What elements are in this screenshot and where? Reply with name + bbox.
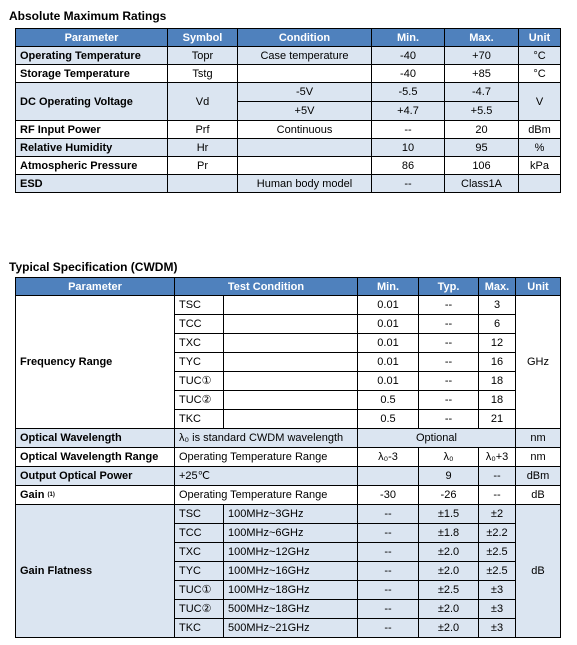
model-cell: TUC① — [175, 581, 224, 600]
max-cell: 21 — [479, 410, 516, 429]
header-unit: Unit — [516, 278, 561, 296]
table-row — [16, 505, 561, 524]
param-cell: Output Optical Power — [16, 467, 175, 486]
param-cell: ESD — [16, 175, 168, 193]
param-cell: Atmospheric Pressure — [16, 157, 168, 175]
symbol-cell: Topr — [168, 47, 238, 65]
header-row — [16, 29, 561, 47]
unit-cell: GHz — [516, 296, 561, 429]
min-cell: +4.7 — [372, 102, 445, 121]
condition-cell — [224, 296, 358, 315]
min-cell: 0.01 — [358, 296, 419, 315]
min-cell — [358, 467, 419, 486]
min-cell: -- — [372, 121, 445, 139]
table-row — [16, 139, 561, 157]
header-test-condition: Test Condition — [175, 278, 358, 296]
condition-cell: +5V — [238, 102, 372, 121]
condition-cell — [238, 157, 372, 175]
unit-cell: °C — [519, 65, 561, 83]
footnote-marker: (1) — [47, 492, 55, 498]
symbol-cell: Tstg — [168, 65, 238, 83]
min-cell: 86 — [372, 157, 445, 175]
condition-cell: +25℃ — [175, 467, 358, 486]
max-cell: ±2.2 — [479, 524, 516, 543]
model-cell: TCC — [175, 524, 224, 543]
unit-cell: nm — [516, 429, 561, 448]
min-cell: -40 — [372, 47, 445, 65]
table-row — [16, 83, 561, 102]
condition-cell — [224, 353, 358, 372]
max-cell: 3 — [479, 296, 516, 315]
header-min: Min. — [372, 29, 445, 47]
table-row — [16, 467, 561, 486]
min-cell: -- — [358, 562, 419, 581]
max-cell: +5.5 — [445, 102, 519, 121]
header-row — [16, 278, 561, 296]
condition-cell — [224, 372, 358, 391]
param-cell: RF Input Power — [16, 121, 168, 139]
min-cell: 0.5 — [358, 391, 419, 410]
typ-cell: -- — [419, 391, 479, 410]
max-cell: -- — [479, 467, 516, 486]
max-cell: λ₀+3 — [479, 448, 516, 467]
condition-cell: 100MHz~6GHz — [224, 524, 358, 543]
max-cell: ±2.5 — [479, 562, 516, 581]
typ-cell: ±2.0 — [419, 562, 479, 581]
param-cell: Optical Wavelength — [16, 429, 175, 448]
min-cell: -- — [372, 175, 445, 193]
condition-cell: 100MHz~16GHz — [224, 562, 358, 581]
max-cell: ±3 — [479, 581, 516, 600]
min-cell: -- — [358, 524, 419, 543]
param-cell: Frequency Range — [16, 296, 175, 429]
typ-cell: ±2.5 — [419, 581, 479, 600]
min-cell: -- — [358, 581, 419, 600]
abs-max-table — [15, 28, 561, 193]
condition-cell — [224, 315, 358, 334]
max-cell: 20 — [445, 121, 519, 139]
header-max: Max. — [445, 29, 519, 47]
max-cell: +70 — [445, 47, 519, 65]
typ-cell: ±2.0 — [419, 543, 479, 562]
max-cell: 12 — [479, 334, 516, 353]
table-row — [16, 157, 561, 175]
min-cell: 0.5 — [358, 410, 419, 429]
min-cell: -- — [358, 505, 419, 524]
condition-cell: 100MHz~3GHz — [224, 505, 358, 524]
table-row — [16, 47, 561, 65]
model-cell: TXC — [175, 543, 224, 562]
max-cell: -- — [479, 486, 516, 505]
model-cell: TYC — [175, 353, 224, 372]
min-cell: -30 — [358, 486, 419, 505]
header-symbol: Symbol — [168, 29, 238, 47]
condition-cell — [238, 65, 372, 83]
min-cell: 0.01 — [358, 334, 419, 353]
condition-cell: 500MHz~18GHz — [224, 600, 358, 619]
typ-cell: -- — [419, 296, 479, 315]
max-cell: 16 — [479, 353, 516, 372]
min-cell: -5.5 — [372, 83, 445, 102]
typical-spec-table — [15, 277, 561, 638]
typ-cell: -- — [419, 410, 479, 429]
header-min: Min. — [358, 278, 419, 296]
typ-cell: -- — [419, 353, 479, 372]
typ-cell: -- — [419, 315, 479, 334]
typical-spec-title: Typical Specification (CWDM) — [9, 260, 178, 274]
unit-cell: kPa — [519, 157, 561, 175]
min-cell: -- — [358, 619, 419, 638]
header-typ: Typ. — [419, 278, 479, 296]
typ-cell: 9 — [419, 467, 479, 486]
header-condition: Condition — [238, 29, 372, 47]
unit-cell: °C — [519, 47, 561, 65]
condition-cell: Operating Temperature Range — [175, 448, 358, 467]
param-cell: Optical Wavelength Range — [16, 448, 175, 467]
typ-cell: ±1.5 — [419, 505, 479, 524]
condition-cell: 100MHz~18GHz — [224, 581, 358, 600]
max-cell: 18 — [479, 391, 516, 410]
condition-cell — [224, 410, 358, 429]
condition-cell: Continuous — [238, 121, 372, 139]
condition-cell: λ₀ is standard CWDM wavelength — [175, 429, 358, 448]
table-row — [16, 121, 561, 139]
max-cell: 6 — [479, 315, 516, 334]
condition-cell: Case temperature — [238, 47, 372, 65]
min-cell: 0.01 — [358, 353, 419, 372]
symbol-cell — [168, 175, 238, 193]
table-row — [16, 296, 561, 315]
model-cell: TCC — [175, 315, 224, 334]
typ-cell: λ₀ — [419, 448, 479, 467]
condition-cell: Operating Temperature Range — [175, 486, 358, 505]
header-unit: Unit — [519, 29, 561, 47]
abs-max-title: Absolute Maximum Ratings — [9, 9, 167, 23]
min-cell: 10 — [372, 139, 445, 157]
model-cell: TKC — [175, 410, 224, 429]
min-cell: -- — [358, 600, 419, 619]
model-cell: TXC — [175, 334, 224, 353]
table-row — [16, 448, 561, 467]
table-row — [16, 65, 561, 83]
unit-cell — [519, 175, 561, 193]
typ-cell: ±1.8 — [419, 524, 479, 543]
symbol-cell: Hr — [168, 139, 238, 157]
max-cell: -4.7 — [445, 83, 519, 102]
condition-cell — [238, 139, 372, 157]
unit-cell: % — [519, 139, 561, 157]
symbol-cell: Vd — [168, 83, 238, 121]
header-parameter: Parameter — [16, 29, 168, 47]
typ-cell: -26 — [419, 486, 479, 505]
condition-cell: Human body model — [238, 175, 372, 193]
condition-cell: 100MHz~12GHz — [224, 543, 358, 562]
max-cell: ±2 — [479, 505, 516, 524]
model-cell: TUC① — [175, 372, 224, 391]
table-row — [16, 175, 561, 193]
symbol-cell: Pr — [168, 157, 238, 175]
typ-cell: -- — [419, 334, 479, 353]
max-cell: 18 — [479, 372, 516, 391]
param-cell — [16, 486, 175, 505]
unit-cell: dB — [516, 486, 561, 505]
max-cell: Class1A — [445, 175, 519, 193]
condition-cell — [224, 334, 358, 353]
model-cell: TYC — [175, 562, 224, 581]
min-cell: 0.01 — [358, 315, 419, 334]
param-cell: Gain Flatness — [16, 505, 175, 638]
unit-cell: dBm — [519, 121, 561, 139]
max-cell: +85 — [445, 65, 519, 83]
unit-cell: dBm — [516, 467, 561, 486]
min-cell: λ₀-3 — [358, 448, 419, 467]
unit-cell: V — [519, 83, 561, 121]
model-cell: TSC — [175, 505, 224, 524]
param-cell: Relative Humidity — [16, 139, 168, 157]
condition-cell — [224, 391, 358, 410]
condition-cell: 500MHz~21GHz — [224, 619, 358, 638]
max-cell: ±2.5 — [479, 543, 516, 562]
table-row — [16, 486, 561, 505]
model-cell: TUC② — [175, 391, 224, 410]
gain-label: Gain — [20, 489, 45, 501]
header-max: Max. — [479, 278, 516, 296]
param-cell: DC Operating Voltage — [16, 83, 168, 121]
max-cell: ±3 — [479, 600, 516, 619]
typ-cell: ±2.0 — [419, 600, 479, 619]
min-cell: -- — [358, 543, 419, 562]
min-cell: 0.01 — [358, 372, 419, 391]
max-cell: 95 — [445, 139, 519, 157]
unit-cell: nm — [516, 448, 561, 467]
header-parameter: Parameter — [16, 278, 175, 296]
model-cell: TSC — [175, 296, 224, 315]
typ-cell: ±2.0 — [419, 619, 479, 638]
model-cell: TKC — [175, 619, 224, 638]
symbol-cell: Prf — [168, 121, 238, 139]
table-row — [16, 429, 561, 448]
min-cell: -40 — [372, 65, 445, 83]
typ-cell: -- — [419, 372, 479, 391]
value-cell: Optional — [358, 429, 516, 448]
model-cell: TUC② — [175, 600, 224, 619]
param-cell: Operating Temperature — [16, 47, 168, 65]
condition-cell: -5V — [238, 83, 372, 102]
unit-cell: dB — [516, 505, 561, 638]
param-cell: Storage Temperature — [16, 65, 168, 83]
max-cell: 106 — [445, 157, 519, 175]
max-cell: ±3 — [479, 619, 516, 638]
